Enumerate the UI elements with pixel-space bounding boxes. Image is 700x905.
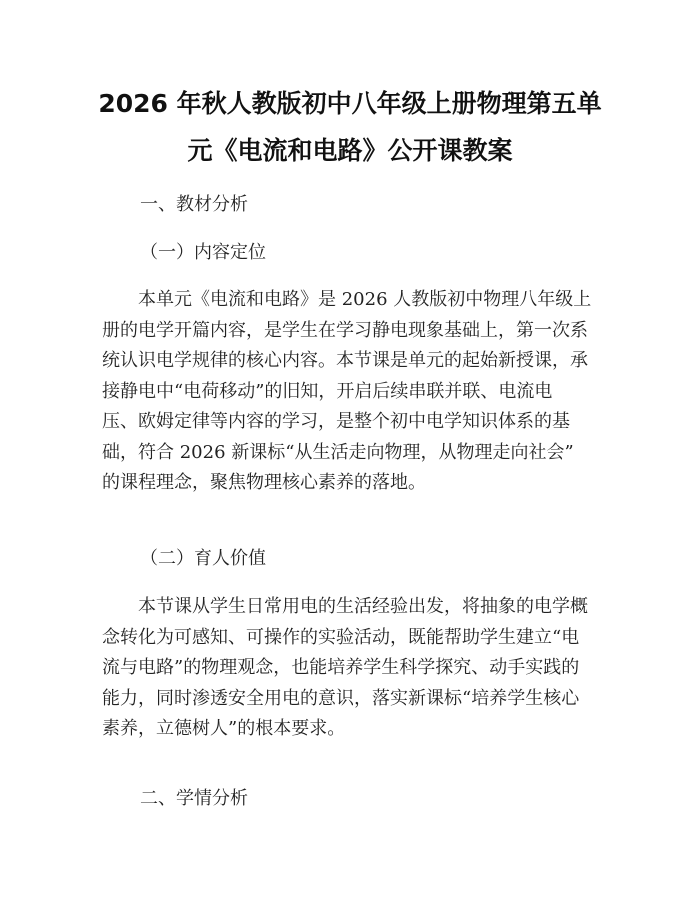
paragraph-line: 流与电路”的物理观念，也能培养学生科学探究、动手实践的 <box>102 657 580 678</box>
document-title-line-2: 元《电流和电路》公开课教案 <box>187 136 513 165</box>
paragraph-line: 的课程理念，聚焦物理核心素养的落地。 <box>102 472 426 493</box>
section-heading-student-analysis: 二、学情分析 <box>140 788 248 809</box>
paragraph-line: 统认识电学规律的核心内容。本节课是单元的起始新授课，承 <box>102 350 588 371</box>
subsection-heading-educational-value: （二）育人价值 <box>140 548 266 569</box>
paragraph-line: 素养，立德树人”的根本要求。 <box>102 718 346 739</box>
document-title-line-1: 2026 年秋人教版初中八年级上册物理第五单 <box>98 89 602 118</box>
paragraph-line: 册的电学开篇内容，是学生在学习静电现象基础上，第一次系 <box>102 319 588 341</box>
paragraph-line: 念转化为可感知、可操作的实验活动，既能帮助学生建立“电 <box>102 626 580 648</box>
paragraph-line: 接静电中“电荷移动”的旧知，开启后续串联并联、电流电 <box>102 380 553 402</box>
subsection-heading-content-positioning: （一）内容定位 <box>140 242 266 263</box>
paragraph-line: 压、欧姆定律等内容的学习，是整个初中电学知识体系的基 <box>102 411 570 432</box>
paragraph-line: 本单元《电流和电路》是 2026 人教版初中物理八年级上 <box>138 289 592 310</box>
paragraph-educational-value <box>102 592 600 745</box>
paragraph-line: 础，符合 2026 新课标“从生活走向物理，从物理走向社会” <box>102 441 574 463</box>
section-heading-textbook-analysis: 一、教材分析 <box>140 194 248 215</box>
paragraph-content-positioning <box>102 285 600 499</box>
paragraph-line: 本节课从学生日常用电的生活经验出发，将抽象的电学概 <box>138 596 588 617</box>
paragraph-line: 能力，同时渗透安全用电的意识，落实新课标“培养学生核心 <box>102 687 580 709</box>
